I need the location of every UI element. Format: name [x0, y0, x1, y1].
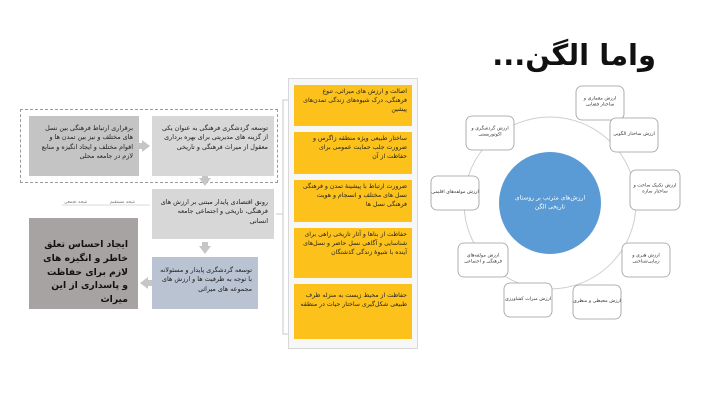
label-cumulative-result: نتیجه تجمعی — [64, 200, 88, 205]
value-label-landscape: ارزش محیطی و منظری — [572, 298, 622, 304]
value-label-artistic: ارزش هنری و زیبایی‌شناختی — [632, 253, 660, 265]
bracket-line-bottom — [283, 214, 288, 334]
box-economic-growth: رونق اقتصادی پایدار مبتنی بر ارزش های فرهنگی، تاریخی و اجتماعی جامعه انسانی — [152, 189, 274, 239]
arrow-up — [199, 176, 211, 186]
yellow-box-zagros-nature: ساختار طبیعی ویژه منطقه زاگرس و ضرورت جلب حمایت عمومی برای حفاظت از آن — [294, 132, 412, 174]
value-label-architecture: ارزش معماری و ساختار فضایی — [583, 96, 617, 108]
value-label-construction: ارزش تکنیک ساخت و ساختار سازه — [633, 183, 677, 195]
box-tourism-development: توسعه گردشگری فرهنگی به عنوان یکی از گزینه های مدیریتی برای بهره برداری معقول از میراث فرهنگی و تاریخی — [152, 116, 274, 176]
yellow-box-environment: حفاظت از محیط زیست به منزله ظرف طبیعی شکل‌گیری ساختار حیات در منطقه — [294, 284, 412, 339]
arrow-down — [199, 242, 211, 254]
yellow-box-civilization-link: ضرورت ارتباط با پیشینهٔ تمدن و فرهنگی نسل های مختلف و انسجام و هویت فرهنگی نسل ها — [294, 180, 412, 222]
label-direct-result: نتیجه مستقیم — [110, 200, 136, 205]
value-label-agriculture: ارزش میراث کشاورزی — [504, 296, 552, 302]
arrow-left — [136, 140, 150, 152]
value-label-social: ارزش مولفه‌های فرهنگی و اجتماعی — [464, 253, 502, 265]
box-cultural-connection: برقراری ارتباط فرهنگی بین نسل های مختلف و نیز بین تمدن ها و اقوام مختلف و ایجاد انگیزه و منابع لازم در جامعه محلی — [29, 116, 139, 176]
box-sustainable-tourism: توسعه گردشگری پایدار و مسئولانه با توجه به ظرفیت ها و ارزش های مجموعه های میراثی — [152, 257, 258, 309]
value-label-pattern: ارزش ساختار الگویی — [613, 131, 655, 137]
value-label-ecotourism: ارزش گردشگری و اکوتوریستی — [471, 126, 509, 138]
values-center-label: ارزش‌های مترتب بر روستای تاریخی الگن — [514, 194, 586, 210]
box-sense-of-belonging: ایجاد احساس تعلق خاطر و انگیزه های لازم برای حفاظت و پاسداری از این میراث — [29, 218, 138, 309]
arrow-to-belonging — [140, 277, 152, 289]
yellow-box-monument-protection: حفاظت از بناها و آثار تاریخی راهی برای شناسایی و آگاهی نسل حاضر و نسل‌های آینده با شیوهٔ زندگی گذشتگان — [294, 228, 412, 278]
bracket-line-top — [283, 100, 288, 214]
yellow-box-heritage-value: اصالت و ارزش های میراثی، تنوع فرهنگی، درک شیوه‌های زندگی تمدن‌های پیشین — [294, 85, 412, 126]
value-label-climate: ارزش مولفه‌های اقلیمی — [431, 189, 479, 195]
page-title: واما الگن... — [492, 38, 656, 72]
